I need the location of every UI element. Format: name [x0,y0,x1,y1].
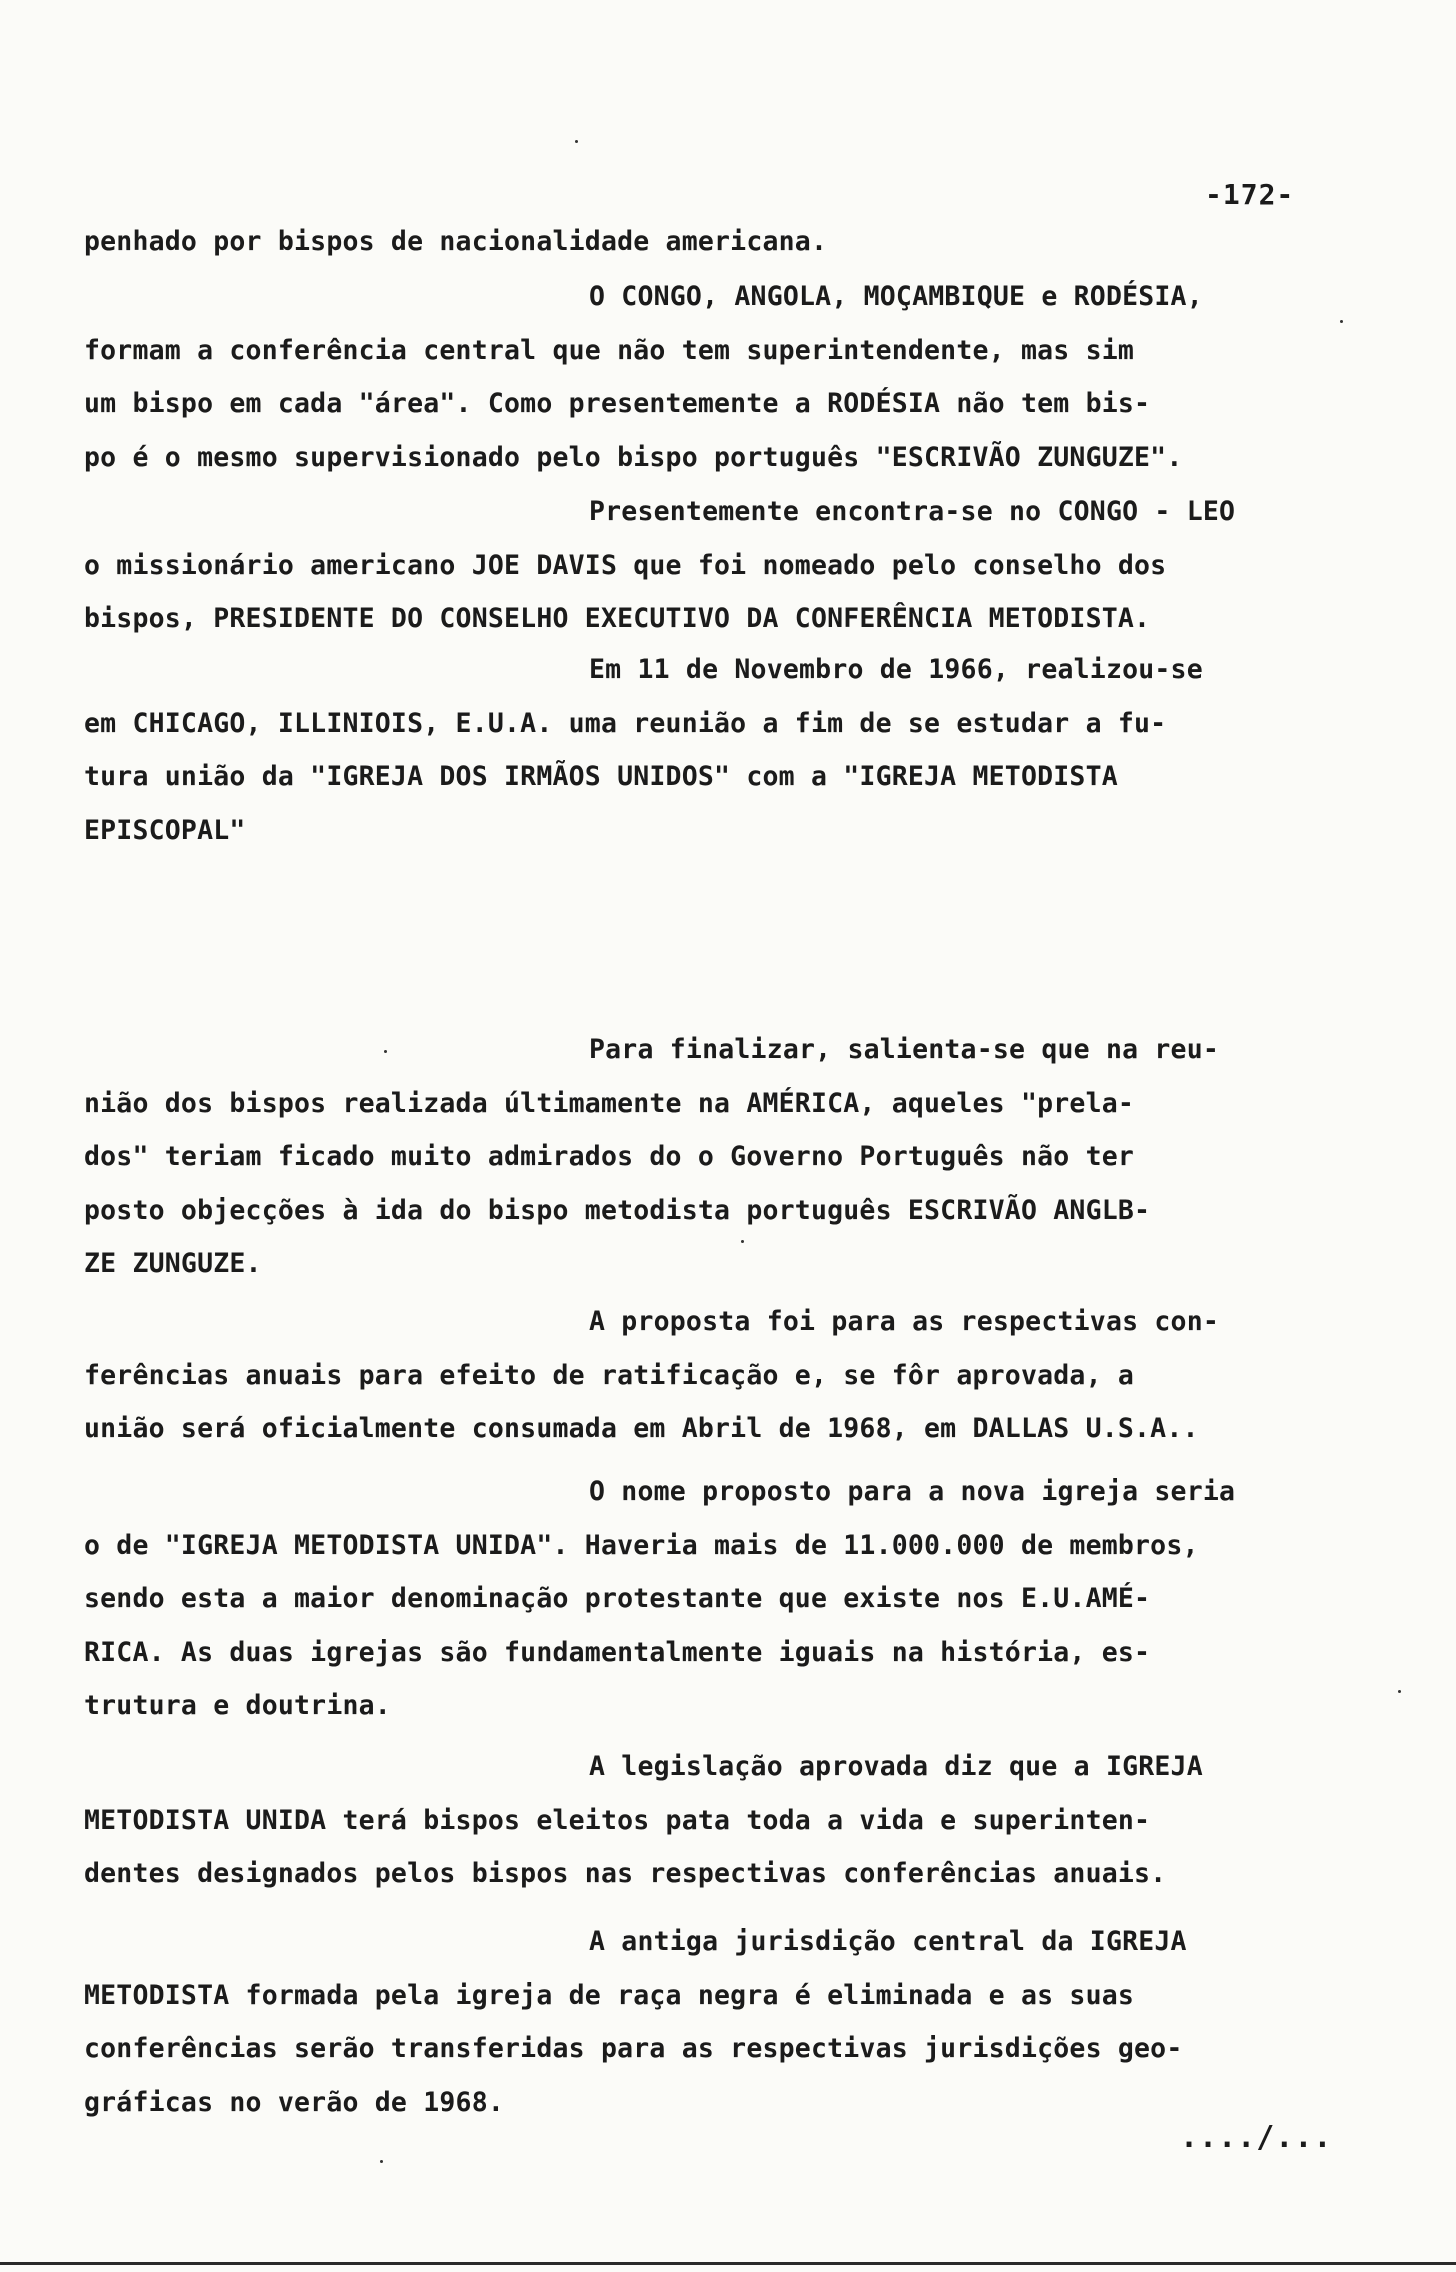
continuation-mark: ..../... [1180,2120,1333,2155]
text-line: um bispo em cada "área". Como presentemente a RODÉSIA não tem bis- [84,388,1151,419]
text-line: RICA. As duas igrejas são fundamentalmente iguais na história, es- [84,1636,1151,1668]
paragraph-6 [84,1465,1354,1733]
text-line: ferências anuais para efeito de ratificação e, se fôr aprovada, a [84,1359,1135,1391]
text-line: A legislação aprovada diz que a IGREJA [589,1751,1203,1782]
text-line: nião dos bispos realizada últimamente na AMÉRICA, aqueles "prela- [84,1087,1135,1119]
text-line: dos" teriam ficado muito admirados do o Governo Português não ter [84,1141,1135,1172]
scan-speck [380,2160,383,2163]
text-line: METODISTA formada pela igreja de raça negra é eliminada e as suas [84,1979,1135,2011]
text-line: conferências serão transferidas para as respectivas jurisdições geo- [84,2033,1183,2064]
text-line: Presentemente encontra-se no CONGO - LEO [589,496,1236,527]
text-line: em CHICAGO, ILLINIOIS, E.U.A. uma reunião a fim de se estudar a fu- [84,707,1167,739]
text-line: tura união da "IGREJA DOS IRMÃOS UNIDOS" com a "IGREJA METODISTA [84,761,1118,792]
text-line: sendo esta a maior denominação protestante que existe nos E.U.AMÉ- [84,1583,1151,1614]
text-line: O CONGO, ANGOLA, MOÇAMBIQUE e RODÉSIA, [589,281,1203,312]
text-line: penhado por bispos de nacionalidade americana. [84,226,828,257]
scan-speck [575,140,578,143]
text-line: EPISCOPAL" [84,814,246,846]
paragraph-4 [84,1023,1354,1291]
scan-speck [1340,320,1343,323]
text-line: formam a conferência central que não tem superintendente, mas sim [84,334,1135,366]
text-line: ZE ZUNGUZE. [84,1248,262,1279]
scan-speck [741,1240,744,1243]
paragraph-2 [84,485,1354,646]
scan-speck [1398,1690,1401,1693]
text-line: METODISTA UNIDA terá bispos eleitos pata toda a vida e superinten- [84,1804,1151,1836]
text-line: gráficas no verão de 1968. [84,2086,505,2118]
text-line: Para finalizar, salienta-se que na reu- [589,1034,1220,1065]
text-line: posto objecções à ida do bispo metodista português ESCRIVÃO ANGLB- [84,1194,1151,1226]
text-line: O nome proposto para a nova igreja seria [589,1476,1236,1507]
paragraph-5 [84,1295,1354,1456]
text-line: po é o mesmo supervisionado pelo bispo português "ESCRIVÃO ZUNGUZE". [84,441,1183,473]
paragraph-8 [84,1915,1354,2129]
page-number: -172- [1205,178,1295,211]
text-line: trutura e doutrina. [84,1690,391,1721]
text-line: A antiga jurisdição central da IGREJA [589,1926,1187,1957]
text-line: dentes designados pelos bispos nas respectivas conferências anuais. [84,1858,1167,1889]
text-line: o missionário americano JOE DAVIS que foi nomeado pelo conselho dos [84,549,1167,581]
bottom-rule [0,2262,1456,2265]
scan-speck [384,1050,387,1053]
text-line: Em 11 de Novembro de 1966, realizou-se [589,654,1203,685]
paragraph-3 [84,643,1354,857]
paragraph-1 [84,270,1354,484]
text-line: o de "IGREJA METODISTA UNIDA". Haveria mais de 11.000.000 de membros, [84,1529,1199,1561]
text-line: A proposta foi para as respectivas con- [589,1306,1220,1337]
paragraph-0 [84,215,1354,269]
text-line: união será oficialmente consumada em Abril de 1968, em DALLAS U.S.A.. [84,1413,1199,1444]
paragraph-7 [84,1740,1354,1901]
text-line: bispos, PRESIDENTE DO CONSELHO EXECUTIVO DA CONFERÊNCIA METODISTA. [84,603,1151,634]
